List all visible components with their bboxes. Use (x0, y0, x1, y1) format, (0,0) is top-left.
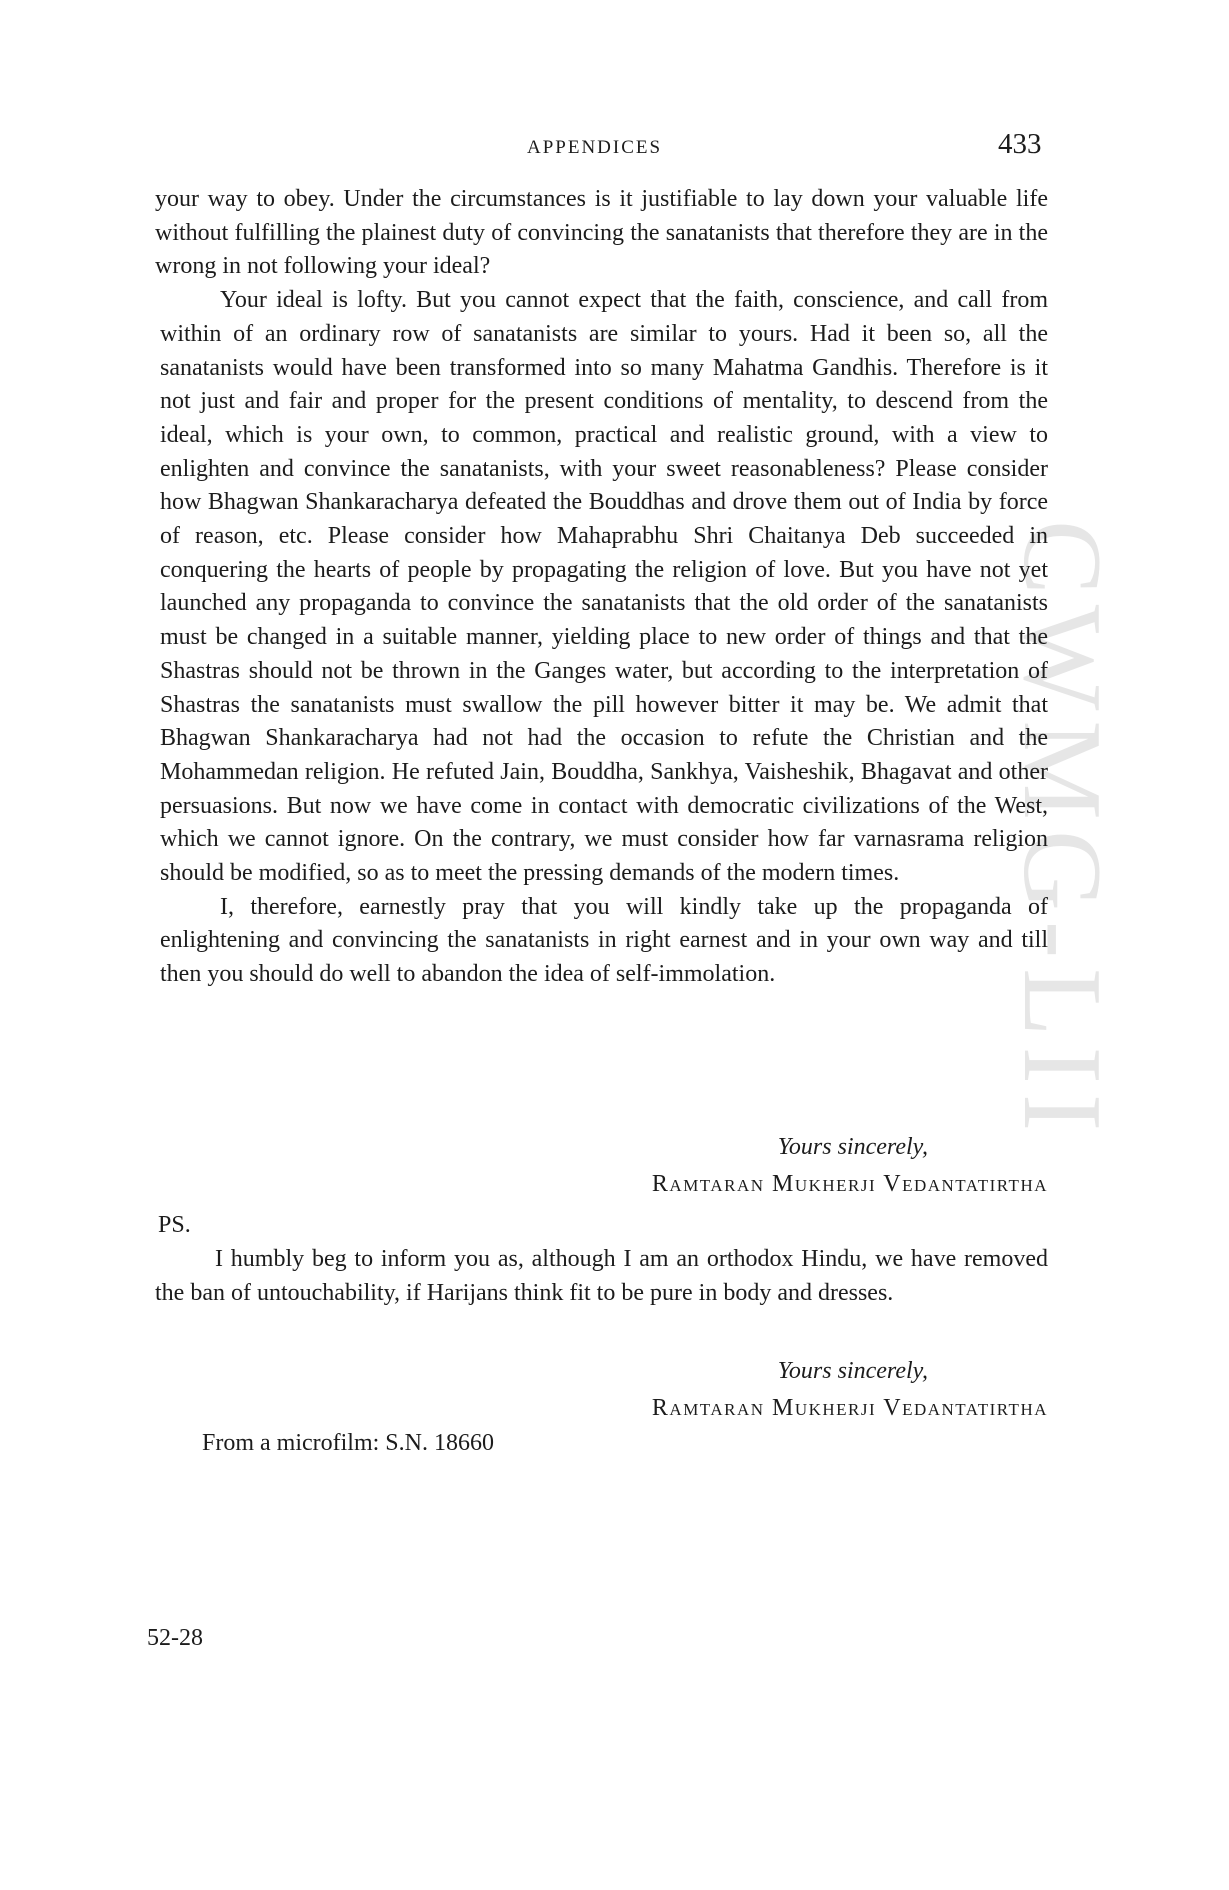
signature: Ramtaran Mukherji Vedantatirtha (651, 1395, 1048, 1421)
postscript-body (155, 1243, 1048, 1310)
closing-block-1 (160, 1132, 1048, 1206)
salutation: Yours sincerely, (777, 1358, 928, 1384)
postscript-label: PS. (158, 1212, 191, 1238)
salutation: Yours sincerely, (777, 1134, 928, 1160)
footer-code: 52-28 (147, 1625, 203, 1651)
closing-block-2 (160, 1356, 1048, 1430)
letter-body (155, 183, 1048, 992)
watermark-text: CWMG-LII (1000, 520, 1124, 1142)
page-number: 433 (998, 128, 1042, 160)
running-head: APPENDICES (527, 137, 663, 158)
source-note: From a microfilm: S.N. 18660 (202, 1430, 494, 1456)
body-paragraph-3: I, therefore, earnestly pray that you will kindly take up the propaganda of enlightening and convincing the sanatanists in right earnest and in your own way and till then you should do well to abandon the idea of self-immolation. (160, 893, 1048, 988)
postscript-paragraph: I humbly beg to inform you as, although I am an orthodox Hindu, we have removed the ban of untouchability, if Harijans think fit to be pure in body and dresses. (155, 1246, 1048, 1306)
signature: Ramtaran Mukherji Vedantatirtha (651, 1171, 1048, 1197)
body-paragraph-2: Your ideal is lofty. But you cannot expect that the faith, conscience, and call from within of an ordinary row of sanatanists are similar to yours. Had it been so, all the sanatanists would have been transformed into so many Mahatma Gandhis. Therefore is it not just and fair and proper for the present conditions of mentality, to descend from the ideal, which is your own, to common, practical and realistic ground, with a view to enlighten and convince the sanatanists, with your sweet reasonableness? Please consider how Bhagwan Shankaracharya defeated the Bouddhas and drove them out of India by force of reason, etc. Please consider how Mahaprabhu Shri Chaitanya Deb succeeded in conquering the hearts of people by propagating the religion of love. But you have not yet launched any propaganda to convince the sanatanists that the old order of the sanatanists must be changed in a suitable manner, yielding place to new order of things and that the Shastras should not be thrown in the Ganges water, but according to the interpretation of Shastras the sanatanists must swallow the pill however bitter it may be. We admit that Bhagwan Shankaracharya had not had the occasion to refute the Christian and the Mohammedan religion. He refuted Jain, Bouddha, Sankhya, Vaisheshik, Bhagavat and other persuasions. But now we have come in contact with democratic civilizations of the West, which we cannot ignore. On the contrary, we must consider how far varnasrama religion should be modified, so as to meet the pressing demands of the modern times. (160, 287, 1048, 887)
body-paragraph-1: your way to obey. Under the circumstances is it justifiable to lay down your valuable life without fulfilling the plainest duty of convincing the sanatanists that therefore they are in the wrong in not following your ideal? (155, 186, 1048, 280)
